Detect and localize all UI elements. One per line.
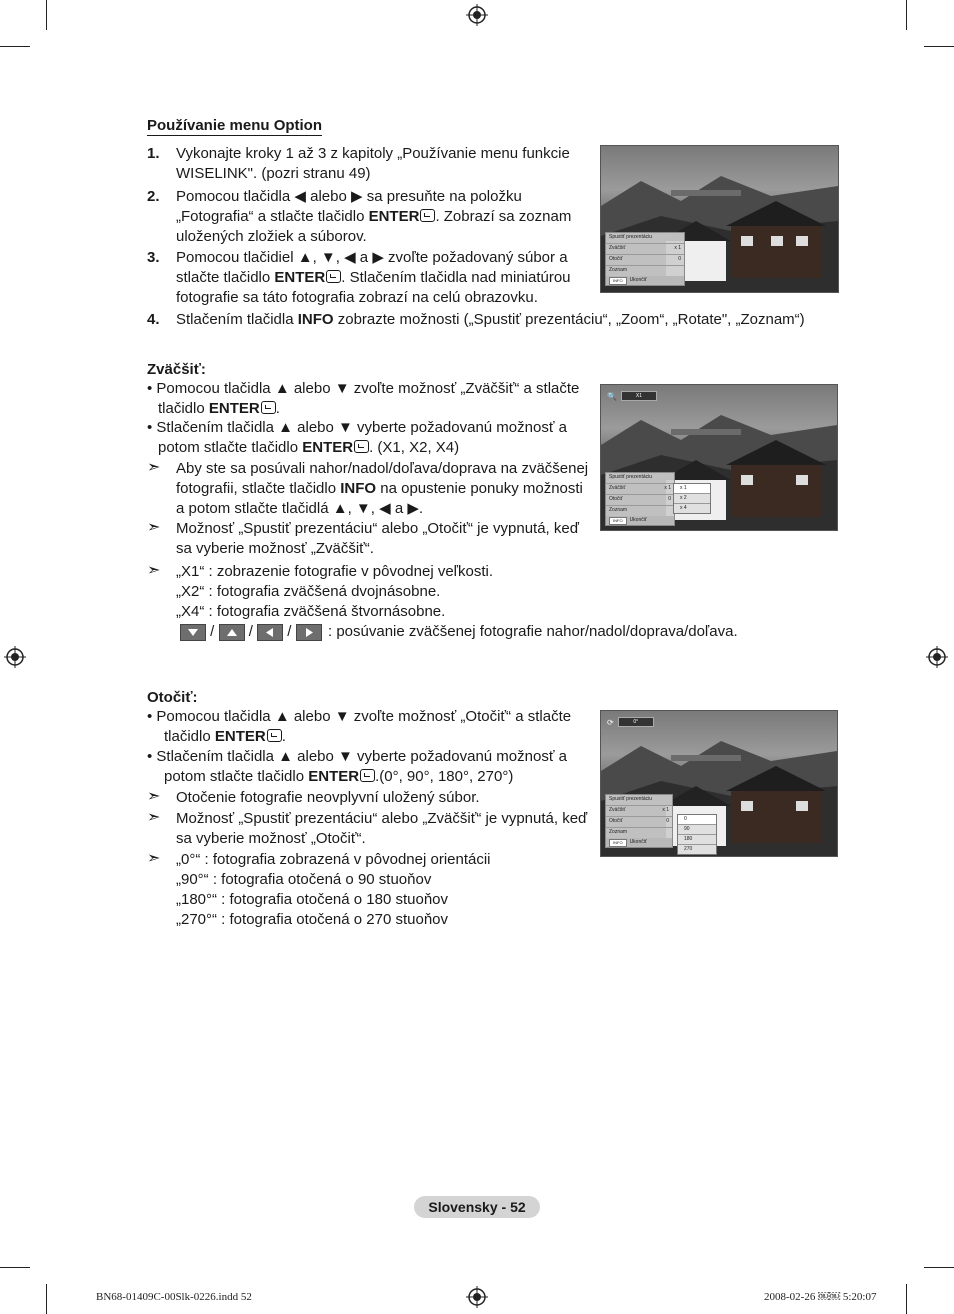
rotate-option[interactable]: 270 [678,844,716,854]
step-2-text: Pomocou tlačidla ◀ alebo ▶ sa presuňte na položku „Fotografia“ a stlačte tlačidlo ENTER . Zobrazí sa zoznam uložených zložiek a súborov. [176,188,572,245]
crop-mark [0,46,30,47]
tv-screenshot-option-menu [600,145,839,293]
enter-icon [326,270,341,283]
exit-label: Ukončiť [629,517,647,523]
menu-item-zoom[interactable]: Zväčšiť x 1 [606,243,684,254]
crop-mark [906,0,907,30]
crop-mark [924,1267,954,1268]
option-menu [605,232,685,286]
crop-mark [46,0,47,30]
rotate-option[interactable]: 90 [678,824,716,834]
menu-item-list[interactable]: Zoznam [606,827,672,838]
crop-mark [0,1267,30,1268]
menu-item-list[interactable]: Zoznam [606,265,684,276]
zoom-level-badge: X1 [621,391,657,401]
rotate-bullet-1: • Pomocou tlačidla ▲ alebo ▼ zvoľte možnosť „Otočiť“ a stlačte tlačidlo ENTER . [147,708,572,745]
rotate-options-submenu [677,814,717,855]
left-arrow-icon: ◀ [344,249,356,266]
step-3-text: Pomocou tlačidiel ▲, ▼, ◀ a ▶ zvoľte požadovaný súbor a stlačte tlačidlo ENTER . Stlačením tlačidla nad miniatúrou fotografie sa táto fotografia zobrazí na celú obrazovku. [176,249,571,306]
crop-mark [924,46,954,47]
rotate-note-3: „0°“ : fotografia zobrazená v pôvodnej orientácii „90°“ : fotografia otočená o 90 stuoňov „180°“ : fotografia otočená o 180 stuoňov „270°“ : fotografia otočená o 270 stuoňov [176,851,491,928]
step-1: 1. [147,145,160,162]
note-arrow-icon: ➣ [147,562,161,579]
info-button[interactable]: INFO [609,277,627,285]
rotate-option[interactable]: 180 [678,834,716,844]
down-key-icon [180,624,206,641]
note-arrow-icon: ➣ [147,809,161,826]
enter-icon [360,769,375,782]
note-arrow-icon: ➣ [147,519,161,536]
registration-target-icon [926,646,948,668]
zoom-option[interactable]: x 4 [674,503,710,513]
menu-item-slideshow[interactable]: Spustiť prezentáciu [609,474,653,480]
page-number-label: Slovensky - 52 [414,1196,540,1218]
menu-item-rotate[interactable]: Otočiť 0 [606,494,674,505]
crop-mark [906,1284,907,1314]
rotate-bullet-2: • Stlačením tlačidla ▲ alebo ▼ vyberte požadovanú možnosť a potom stlačte tlačidlo ENTER .(0°, 90°, 180°, 270°) [147,748,567,785]
enter-icon [420,209,435,222]
menu-item-zoom[interactable]: Zväčšiť x 1 [606,483,674,494]
step-1-text: Vykonajte kroky 1 až 3 z kapitoly „Používanie menu funkcie WISELINK". (pozri stranu 49) [176,145,570,182]
tv-screenshot-zoom [600,384,838,531]
enter-icon [261,401,276,414]
zoom-icon: 🔍 [607,391,617,401]
left-arrow-icon: ◀ [379,500,391,517]
right-arrow-icon: ▶ [351,188,363,205]
note-arrow-icon: ➣ [147,788,161,805]
rotate-note-2: Možnosť „Spustiť prezentáciu“ alebo „Zväčšiť“ je vypnutá, keď sa vyberie možnosť „Otočiť“. [176,810,588,847]
rotate-note-1: Otočenie fotografie neovplyvní uložený súbor. [176,789,480,806]
rotate-icon: ⟳ [607,717,614,727]
print-slug-date: 2008-02-26 ￼￼ 5:20:07 [764,1291,877,1303]
section-heading-rotate: Otočiť: [147,689,198,706]
menu-item-list[interactable]: Zoznam [606,505,674,516]
left-key-icon [257,624,283,641]
note-arrow-icon: ➣ [147,850,161,867]
zoom-bullet-2: • Stlačením tlačidla ▲ alebo ▼ vyberte požadovanú možnosť a potom stlačte tlačidlo ENTER . (X1, X2, X4) [147,419,567,456]
info-button[interactable]: INFO [609,517,627,525]
enter-icon [354,440,369,453]
menu-item-slideshow[interactable]: Spustiť prezentáciu [609,796,653,802]
step-2: 2. [147,188,160,205]
right-arrow-icon: ▶ [372,249,384,266]
option-menu [605,472,675,526]
step-3: 3. [147,249,160,266]
registration-target-icon [466,1286,488,1308]
right-arrow-icon: ▶ [407,500,419,517]
right-key-icon [296,624,322,641]
pan-keys-row: / / / [180,622,322,642]
registration-target-icon [4,646,26,668]
pan-description: : posúvanie zväčšenej fotografie nahor/nadol/doprava/doľava. [328,623,738,640]
registration-target-icon [466,4,488,26]
exit-label: Ukončiť [629,839,647,845]
zoom-bullet-1: • Pomocou tlačidla ▲ alebo ▼ zvoľte možnosť „Zväčšiť“ a stlačte tlačidlo ENTER . [147,380,580,417]
zoom-option[interactable]: x 1 [674,484,710,493]
zoom-note-2: Možnosť „Spustiť prezentáciu“ alebo „Otočiť“ je vypnutá, keď sa vyberie možnosť „Zväčšiť“. [176,520,579,557]
zoom-options-submenu [673,483,711,514]
rotate-option[interactable]: 0 [678,815,716,824]
exit-label: Ukončiť [629,277,647,283]
zoom-note-1: Aby ste sa posúvali nahor/nadol/doľava/doprava na zväčšenej fotografii, stlačte tlačidlo INFO na opustenie ponuky možnosti a potom stlačte tlačidlá ▲, ▼, ◀ a ▶. [176,460,589,517]
menu-item-zoom[interactable]: Zväčšiť x 1 [606,805,672,816]
menu-item-slideshow[interactable]: Spustiť prezentáciu [609,234,653,240]
tv-screenshot-rotate [600,710,838,857]
left-arrow-icon: ◀ [294,188,306,205]
zoom-option[interactable]: x 2 [674,493,710,503]
rotation-badge: 0° [618,717,654,727]
crop-mark [46,1284,47,1314]
menu-item-rotate[interactable]: Otočiť 0 [606,254,684,265]
zoom-note-3: „X1“ : zobrazenie fotografie v pôvodnej veľkosti. „X2“ : fotografia zväčšená dvojnásobne. „X4“ : fotografia zväčšená štvornásobne. [176,563,494,620]
section-heading-option: Používanie menu Option [147,117,323,134]
section-heading-zoom: Zväčšiť: [147,361,206,378]
menu-item-rotate[interactable]: Otočiť 0 [606,816,672,827]
step-4-text: Stlačením tlačidla INFO zobrazte možnosti („Spustiť prezentáciu“, „Zoom“, „Rotate", „Zoznam“) [176,311,805,328]
print-slug-file: BN68-01409C-00Slk-0226.indd 52 [96,1291,252,1303]
enter-icon [267,729,282,742]
up-key-icon [219,624,245,641]
option-menu [605,794,673,848]
note-arrow-icon: ➣ [147,459,161,476]
step-4: 4. [147,311,160,328]
info-button[interactable]: INFO [609,839,627,847]
